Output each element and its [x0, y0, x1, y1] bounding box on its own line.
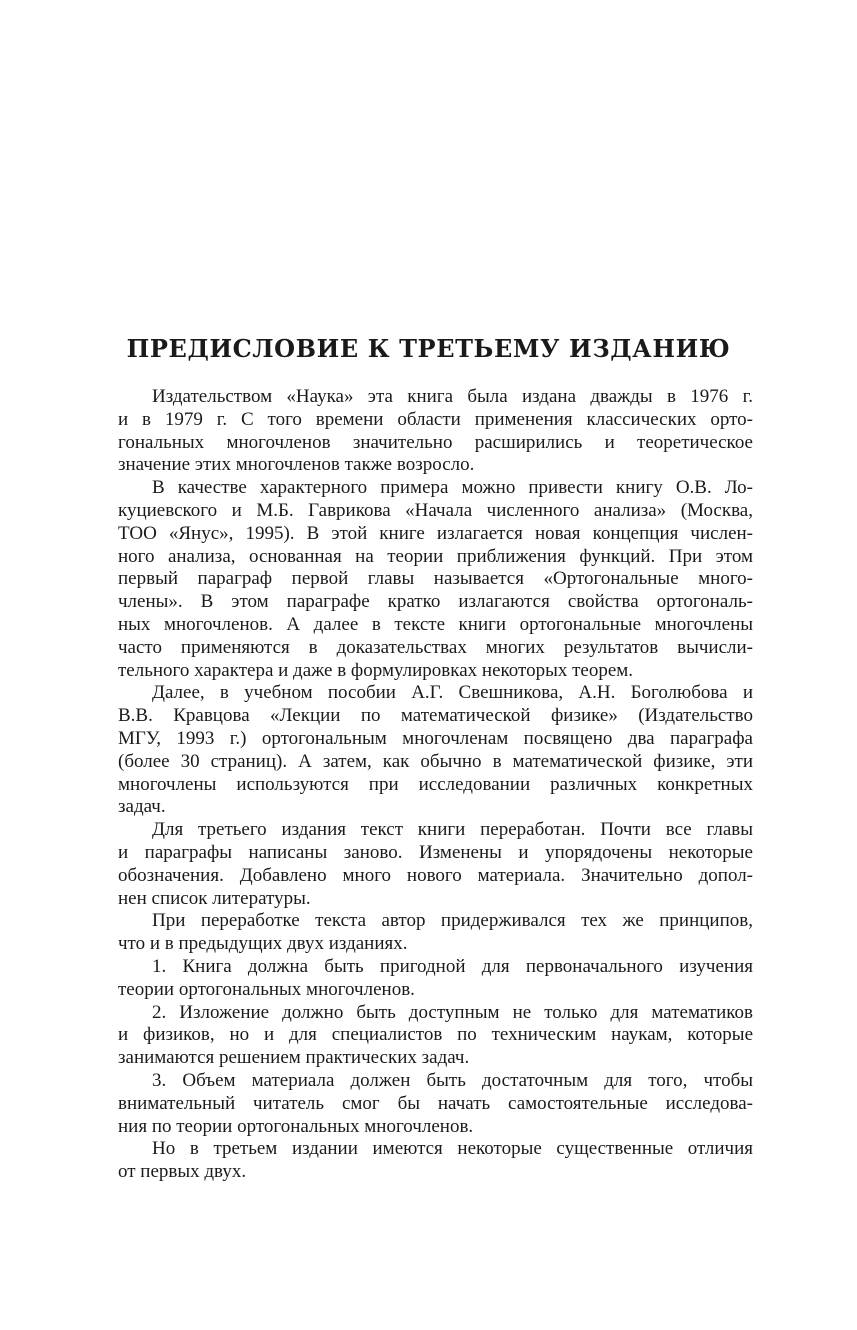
paragraph-line: обозначения. Добавлено много нового материала. Значительно допол- [118, 864, 753, 886]
paragraph [118, 910, 753, 956]
paragraph-line: первый параграф первой главы называется «Ортогональные много- [118, 568, 753, 590]
paragraph-line: задач. [118, 796, 166, 818]
paragraph-line: ных многочленов. А далее в тексте книги ортогональные многочлены [118, 613, 753, 635]
paragraph-line: ния по теории ортогональных многочленов. [118, 1115, 474, 1137]
paragraph-line: Далее, в учебном пособии А.Г. Свешникова, А.Н. Боголюбова и [152, 682, 753, 704]
paragraph-line: (более 30 страниц). А затем, как обычно в математической физике, эти [118, 750, 753, 772]
paragraph-line: ТОО «Янус», 1995). В этой книге излагается новая концепция числен- [118, 522, 753, 544]
paragraph [118, 1138, 753, 1184]
paragraph-line: что и в предыдущих двух изданиях. [118, 933, 408, 955]
paragraph-line: и физиков, но и для специалистов по техническим наукам, которые [118, 1024, 753, 1046]
paragraph [118, 819, 753, 910]
paragraph [118, 956, 753, 1002]
paragraph-line: тельного характера и даже в формулировках некоторых теорем. [118, 659, 634, 681]
paragraph [118, 682, 753, 819]
paragraph-line: 2. Изложение должно быть доступным не только для математиков [152, 1001, 753, 1023]
paragraph-line: Для третьего издания текст книги переработан. Почти все главы [152, 819, 753, 841]
paragraph-line: от первых двух. [118, 1161, 247, 1183]
paragraph-line: члены». В этом параграфе кратко излагаются свойства ортогональ- [118, 591, 753, 613]
preface-body [118, 386, 753, 1184]
paragraph-line: ного анализа, основанная на теории приближения функций. При этом [118, 545, 753, 567]
paragraph-line: и в 1979 г. С того времени области применения классических орто- [118, 408, 753, 430]
paragraph-line: внимательный читатель смог бы начать самостоятельные исследова- [118, 1092, 753, 1114]
paragraph-line: 3. Объем материала должен быть достаточным для того, чтобы [152, 1069, 753, 1091]
paragraph-line: В качестве характерного примера можно привести книгу О.В. Ло- [152, 477, 753, 499]
paragraph [118, 386, 753, 477]
paragraph [118, 1002, 753, 1070]
paragraph-line: При переработке текста автор придерживался тех же принципов, [152, 910, 753, 932]
paragraph-line: нен список литературы. [118, 887, 311, 909]
paragraph-line: многочлены используются при исследовании различных конкретных [118, 773, 753, 795]
paragraph-line: МГУ, 1993 г.) ортогональным многочленам посвящено два параграфа [118, 727, 753, 749]
paragraph-line: Издательством «Наука» эта книга была издана дважды в 1976 г. [152, 386, 753, 407]
paragraph-line: В.В. Кравцова «Лекции по математической физике» (Издательство [118, 705, 753, 727]
paragraph-line: 1. Книга должна быть пригодной для первоначального изучения [152, 955, 753, 977]
paragraph-line: занимаются решением практических задач. [118, 1047, 470, 1069]
paragraph-line: куциевского и М.Б. Гаврикова «Начала численного анализа» (Москва, [118, 499, 753, 521]
paragraph [118, 477, 753, 682]
page-title: ПРЕДИСЛОВИЕ К ТРЕТЬЕМУ ИЗДАНИЮ [126, 334, 731, 363]
paragraph [118, 1070, 753, 1138]
paragraph-line: часто применяются в доказательствах многих результатов вычисли- [118, 636, 753, 658]
paragraph-line: Но в третьем издании имеются некоторые существенные отличия [152, 1138, 753, 1160]
paragraph-line: гональных многочленов значительно расширились и теоретическое [118, 431, 753, 453]
paragraph-line: и параграфы написаны заново. Изменены и упорядочены некоторые [118, 841, 753, 863]
paragraph-line: значение этих многочленов также возросло. [118, 454, 475, 476]
paragraph-line: теории ортогональных многочленов. [118, 978, 415, 1000]
